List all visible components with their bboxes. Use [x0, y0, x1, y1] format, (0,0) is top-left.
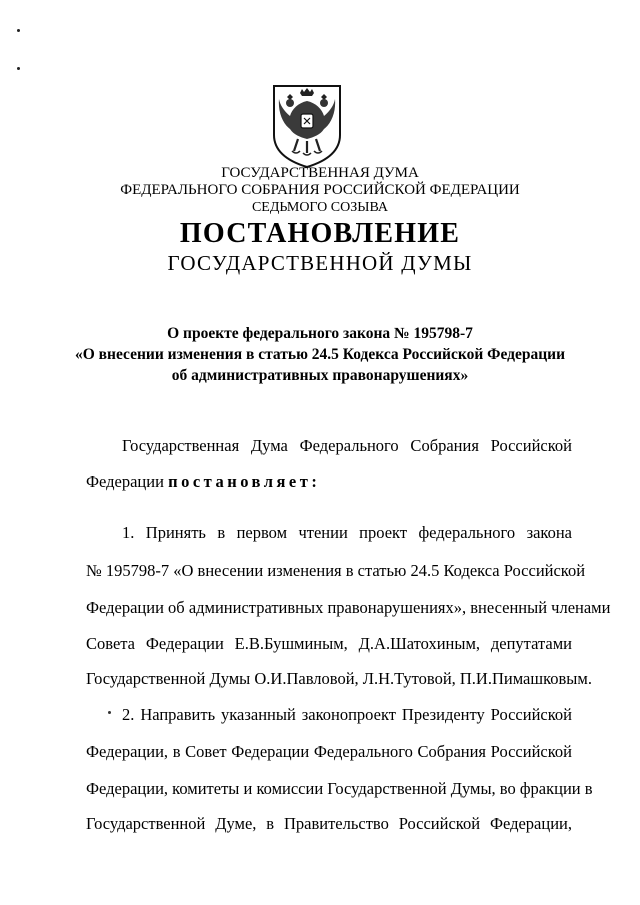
- paragraph-2-line: 2. Направить указанный законопроект Президенту Российской: [122, 705, 572, 724]
- paragraph-2-line: Государственной Думе, в Правительство Российской Федерации,: [86, 814, 572, 833]
- resolves-word: постановляет:: [168, 472, 321, 491]
- document-type-title: ПОСТАНОВЛЕНИЕ: [179, 218, 461, 249]
- header-assembly-line: ФЕДЕРАЛЬНОГО СОБРАНИЯ РОССИЙСКОЙ ФЕДЕРАЦИИ: [120, 182, 520, 198]
- intro-line: [86, 472, 572, 492]
- intro-text: Федерации: [86, 472, 169, 491]
- paragraph-1-line: Государственной Думы О.И.Павловой, Л.Н.Тутовой, П.И.Пимашковым.: [86, 669, 592, 688]
- header-duma-line: ГОСУДАРСТВЕННАЯ ДУМА: [221, 165, 419, 181]
- paragraph-2-line: Федерации, в Совет Федерации Федерального Собрания Российской: [86, 742, 572, 761]
- header-convocation-line: СЕДЬМОГО СОЗЫВА: [251, 200, 389, 215]
- document-subject: [0, 323, 640, 386]
- scan-dot-mid: [17, 67, 20, 70]
- scan-mark: [108, 711, 111, 714]
- scan-dot-top: [17, 29, 20, 32]
- paragraph-1-line: № 195798-7 «О внесении изменения в статью 24.5 Кодекса Российской: [86, 561, 586, 580]
- subject-line: «О внесении изменения в статью 24.5 Кодекса Российской Федерации: [75, 346, 565, 363]
- intro-line: Государственная Дума Федерального Собрания Российской: [122, 436, 572, 455]
- coat-of-arms-emblem: [270, 83, 344, 169]
- paragraph-1-line: Федерации об административных правонарушениях», внесенный членами: [86, 598, 611, 617]
- subject-line: О проекте федерального закона № 195798-7: [167, 325, 473, 342]
- paragraph-2-line: Федерации, комитеты и комиссии Государственной Думы, во фракции в: [86, 779, 593, 798]
- document-type-subtitle: ГОСУДАРСТВЕННОЙ ДУМЫ: [167, 251, 473, 275]
- subject-line: об административных правонарушениях»: [171, 367, 469, 384]
- paragraph-1-line: 1. Принять в первом чтении проект федерального закона: [122, 523, 572, 542]
- paragraph-1-line: Совета Федерации Е.В.Бушминым, Д.А.Шатохиным, депутатами: [86, 634, 572, 653]
